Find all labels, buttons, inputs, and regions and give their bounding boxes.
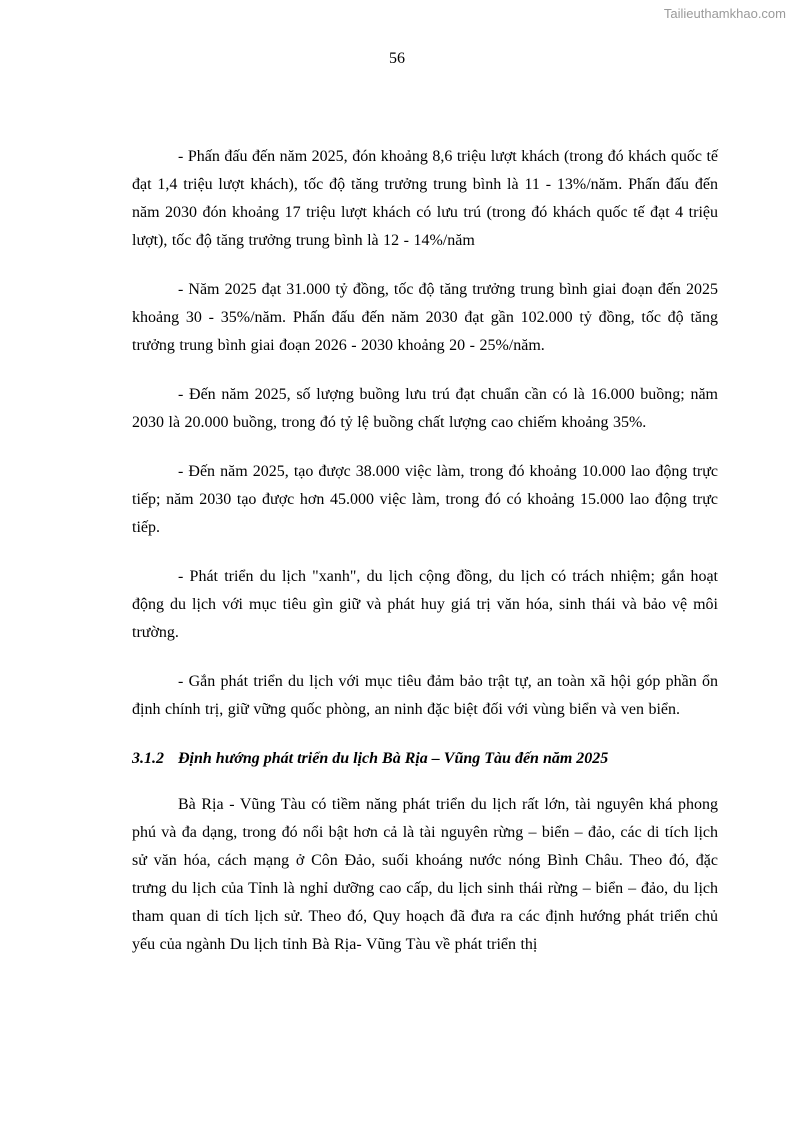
paragraph-revenue-target: - Năm 2025 đạt 31.000 tỷ đồng, tốc độ tăng trưởng trung bình giai đoạn đến 2025 khoảng 30 - 35%/năm. Phấn đấu đến năm 2030 đạt gần 102.000 tỷ đồng, tốc độ tăng trưởng trung bình giai đoạn 2026 - 2030 khoảng 20 - 25%/năm. — [132, 281, 718, 354]
paragraph-jobs-target: - Đến năm 2025, tạo được 38.000 việc làm, trong đó khoảng 10.000 lao động trực tiếp; năm 2030 tạo được hơn 45.000 việc làm, trong đó có khoảng 15.000 lao động trực tiếp. — [132, 463, 718, 536]
paragraph-visitor-target: - Phấn đấu đến năm 2025, đón khoảng 8,6 triệu lượt khách (trong đó khách quốc tế đạt 1,4 triệu lượt khách), tốc độ tăng trưởng trung bình là 11 - 13%/năm. Phấn đấu đến năm 2030 đón khoảng 17 triệu lượt khách có lưu trú (trong đó khách quốc tế đạt 4 triệu lượt), tốc độ tăng trưởng trung bình là 12 - 14%/năm — [132, 148, 718, 249]
page-number: 56 — [389, 50, 405, 67]
section-number: 3.1.2 — [132, 750, 164, 767]
section-title: Định hướng phát triển du lịch Bà Rịa – Vũng Tàu đến năm 2025 — [178, 750, 609, 767]
paragraph-security: - Gắn phát triển du lịch với mục tiêu đảm bảo trật tự, an toàn xã hội góp phần ổn định chính trị, giữ vững quốc phòng, an ninh đặc biệt đối với vùng biển và ven biển. — [132, 673, 718, 718]
watermark: Tailieuthamkhao.com — [663, 6, 786, 21]
paragraph-room-target: - Đến năm 2025, số lượng buồng lưu trú đạt chuẩn cần có là 16.000 buồng; năm 2030 là 20.000 buồng, trong đó tỷ lệ buồng chất lượng cao chiếm khoảng 35%. — [132, 386, 718, 431]
section-heading — [132, 745, 718, 773]
document-body — [132, 143, 718, 959]
section-paragraph: Bà Rịa - Vũng Tàu có tiềm năng phát triển du lịch rất lớn, tài nguyên khá phong phú và đa dạng, trong đó nổi bật hơn cả là tài nguyên rừng – biển – đảo, các di tích lịch sử văn hóa, cách mạng ở Côn Đảo, suối khoáng nước nóng Bình Châu. Theo đó, đặc trưng du lịch của Tỉnh là nghỉ dưỡng cao cấp, du lịch sinh thái rừng – biển – đảo, du lịch tham quan di tích lịch sử. Theo đó, Quy hoạch đã đưa ra các định hướng phát triển chủ yếu của ngành Du lịch tỉnh Bà Rịa- Vũng Tàu về phát triển thị — [132, 796, 718, 953]
paragraph-green-tourism: - Phát triển du lịch "xanh", du lịch cộng đồng, du lịch có trách nhiệm; gắn hoạt động du lịch với mục tiêu gìn giữ và phát huy giá trị văn hóa, sinh thái và bảo vệ môi trường. — [132, 568, 718, 641]
